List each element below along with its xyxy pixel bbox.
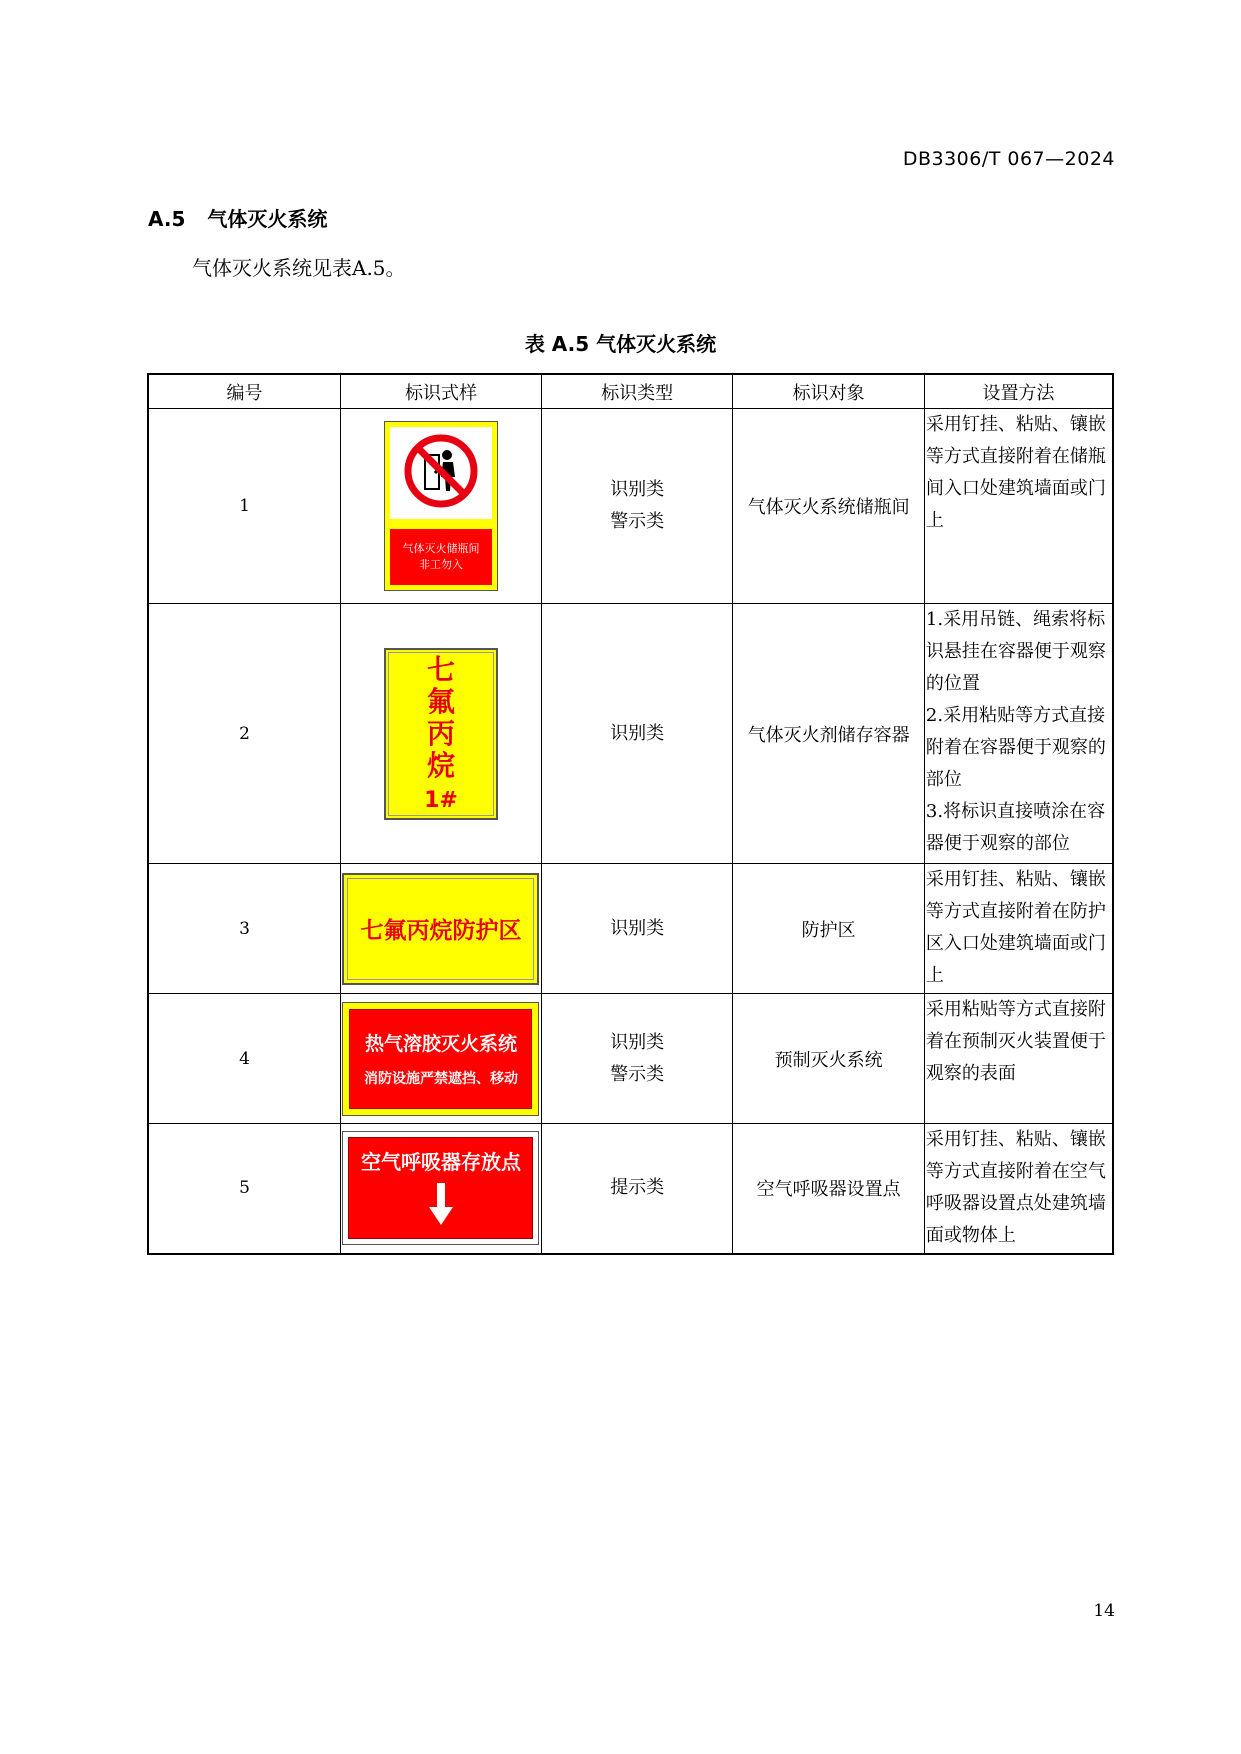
row-number: 5 xyxy=(148,1124,340,1254)
intro-paragraph: 气体灭火系统见表A.5。 xyxy=(192,256,406,280)
signage-table xyxy=(147,373,1114,1255)
table-row xyxy=(148,994,1113,1124)
sign-type-cell xyxy=(541,604,732,864)
document-code: DB3306/T 067—2024 xyxy=(902,148,1115,170)
sign-text: 七氟丙烷防护区 xyxy=(360,918,522,944)
sign-type-cell xyxy=(541,994,732,1124)
sign-sample-cell xyxy=(340,409,541,604)
sign-sample-cell xyxy=(340,864,541,994)
sign-aerosol-system xyxy=(342,1002,539,1116)
sign-line-1: 气体灭火储瓶间 xyxy=(402,542,480,555)
column-header-method: 设置方法 xyxy=(924,374,1113,409)
install-method-cell: 采用钉挂、粘贴、镶嵌等方式直接附着在空气呼吸器设置点处建筑墙面或物体上 xyxy=(924,1124,1113,1254)
sign-object-cell: 预制灭火系统 xyxy=(733,994,924,1124)
sign-char: 丙 xyxy=(426,717,455,750)
sign-object-cell: 气体灭火剂储存容器 xyxy=(733,604,924,864)
column-header-object: 标识对象 xyxy=(733,374,924,409)
method-line: 3.将标识直接喷涂在容器便于观察的部位 xyxy=(925,801,1106,854)
table-row xyxy=(148,1124,1113,1254)
sign-type: 识别类 xyxy=(610,1031,665,1053)
sign-object-cell: 防护区 xyxy=(733,864,924,994)
sign-object-cell: 空气呼吸器设置点 xyxy=(733,1124,924,1254)
sign-type: 警示类 xyxy=(610,511,665,532)
sign-protection-zone xyxy=(342,873,539,985)
sign-container-number: 1# xyxy=(424,788,458,813)
section-heading xyxy=(148,203,327,232)
sign-type: 警示类 xyxy=(610,1063,665,1085)
down-arrow-icon xyxy=(429,1183,453,1230)
sign-type-cell xyxy=(541,409,732,604)
sign-type: 识别类 xyxy=(610,479,665,500)
sign-text: 空气呼吸器存放点 xyxy=(360,1150,521,1175)
sign-char: 七 xyxy=(426,653,455,686)
sign-line-2: 消防设施严禁遮挡、移动 xyxy=(363,1071,518,1087)
sign-breathing-apparatus xyxy=(342,1131,539,1245)
row-number: 1 xyxy=(148,409,340,604)
sign-heptafluoropropane-container xyxy=(384,648,498,820)
row-number: 4 xyxy=(148,994,340,1124)
table-header-row xyxy=(148,374,1113,409)
method-line: 2.采用粘贴等方式直接附着在容器便于观察的部位 xyxy=(925,705,1106,790)
table-row xyxy=(148,409,1113,604)
row-number: 3 xyxy=(148,864,340,994)
column-header-type: 标识类型 xyxy=(541,374,732,409)
table-row xyxy=(148,604,1113,864)
section-number: A.5 xyxy=(148,207,186,231)
install-method-cell: 采用钉挂、粘贴、镶嵌等方式直接附着在储瓶间入口处建筑墙面或门上 xyxy=(924,409,1113,604)
install-method-cell: 采用粘贴等方式直接附着在预制灭火装置便于观察的表面 xyxy=(924,994,1113,1124)
row-number: 2 xyxy=(148,604,340,864)
sign-type: 识别类 xyxy=(610,917,665,939)
install-method-cell xyxy=(924,604,1113,864)
method-line: 1.采用吊链、绳索将标识悬挂在容器便于观察的位置 xyxy=(925,609,1106,694)
sign-type: 提示类 xyxy=(610,1177,665,1199)
section-title: 气体灭火系统 xyxy=(207,207,328,231)
sign-line-2: 非工勿入 xyxy=(418,558,463,571)
table-row xyxy=(148,864,1113,994)
sign-sample-cell xyxy=(340,604,541,864)
column-header-number: 编号 xyxy=(148,374,340,409)
sign-char: 烷 xyxy=(426,749,455,782)
sign-object-cell: 气体灭火系统储瓶间 xyxy=(733,409,924,604)
sign-sample-cell xyxy=(340,1124,541,1254)
sign-type-cell xyxy=(541,1124,732,1254)
table-caption: 表 A.5 气体灭火系统 xyxy=(524,332,717,356)
install-method-cell: 采用钉挂、粘贴、镶嵌等方式直接附着在防护区入口处建筑墙面或门上 xyxy=(924,864,1113,994)
sign-type-cell xyxy=(541,864,732,994)
sign-char: 氟 xyxy=(426,685,455,718)
column-header-sample: 标识式样 xyxy=(340,374,541,409)
page-number: 14 xyxy=(1093,1601,1115,1621)
sign-type: 识别类 xyxy=(610,722,665,744)
sign-sample-cell xyxy=(340,994,541,1124)
no-entry-person-icon xyxy=(403,433,479,514)
sign-gas-storage-room xyxy=(384,421,498,591)
sign-line-1: 热气溶胶灭火系统 xyxy=(364,1033,517,1055)
